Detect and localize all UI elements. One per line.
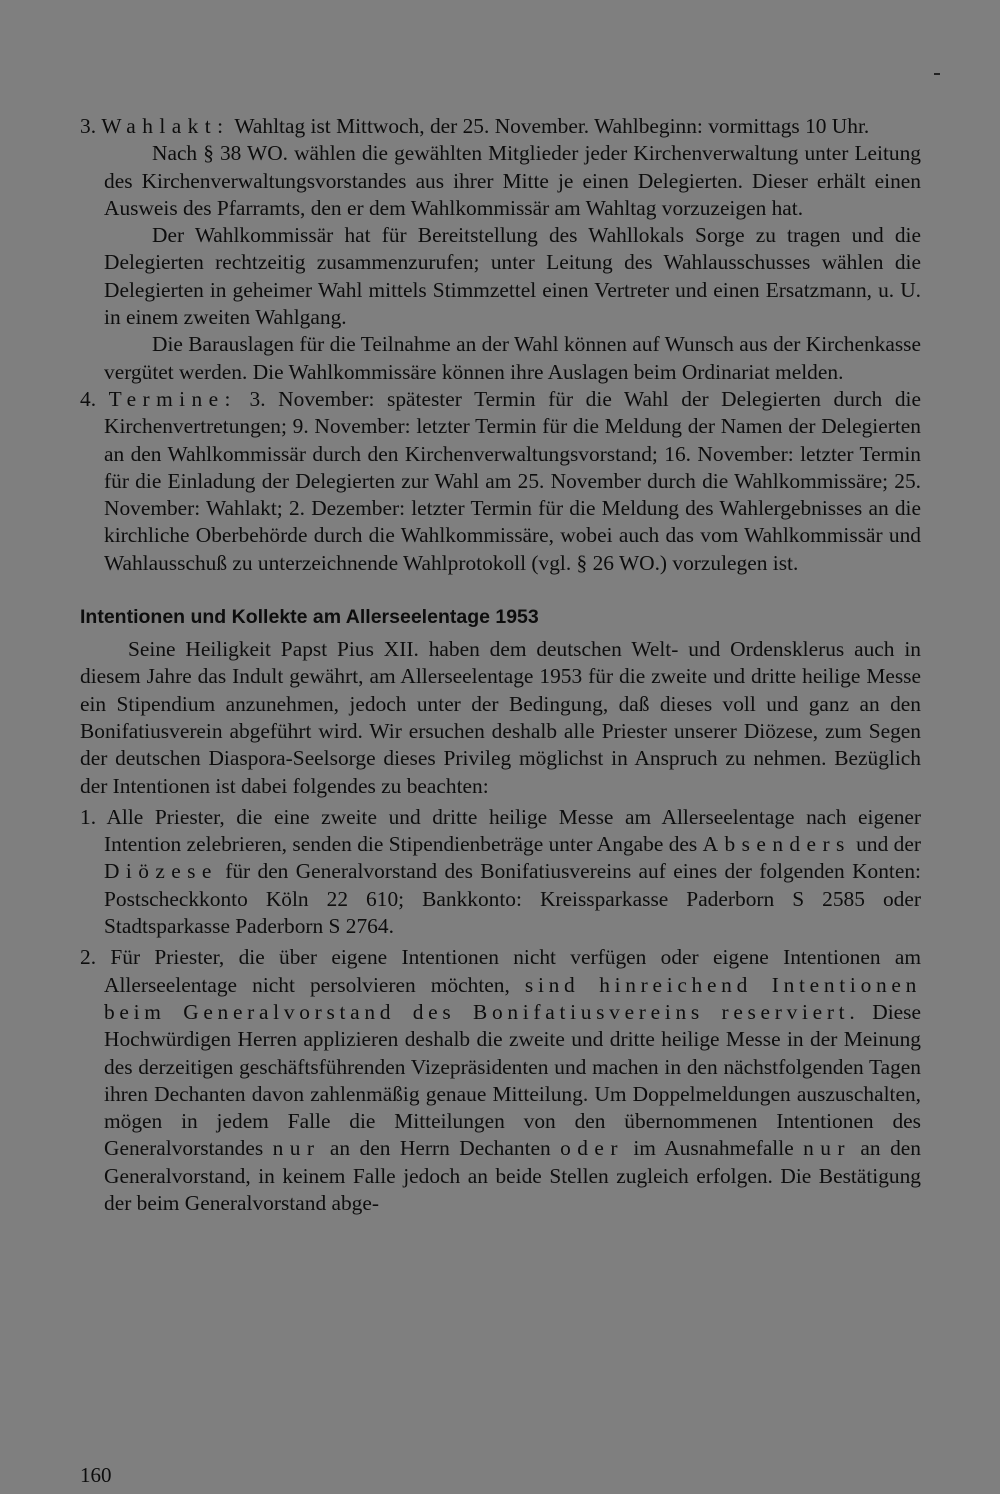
list-text: für den Generalvorstand des Bonifatiusvereins auf eines der folgenden Konten: Postscheckkonto Köln 22 610; Bankkonto: Kreissparkasse Paderborn S 2585 oder Stadtsparkasse Paderborn S 2764. <box>104 859 921 939</box>
list-item-1 <box>80 804 921 940</box>
emphasis-absenders: Absenders <box>702 832 851 857</box>
paragraph: Die Barauslagen für die Teilnahme an der Wahl können auf Wunsch aus der Kirchenkasse vergütet werden. Die Wahlkommissäre können ihre Auslagen beim Ordinariat melden. <box>104 332 921 384</box>
list-text: und der <box>856 832 921 857</box>
emphasis-dioezese: Diözese <box>104 859 218 884</box>
list-text: an den Generalvorstand, in keinem Falle jedoch an beide Stellen zugleich erfolgen. Die Bestätigung der beim Generalvorstand abge- <box>104 1136 921 1215</box>
page-number: 160 <box>80 1463 112 1487</box>
list-number: 1. <box>80 804 97 829</box>
emphasis-reserved: sind hinreichend Intentionen beim Generalvorstand des Bonifatiusvereins reserviert. <box>104 972 921 1024</box>
page-body <box>80 113 921 1217</box>
list-text: Für Priester, die über eigene Intentionen nicht verfügen oder eigene Intentionen am Allerseelentage nicht persolvieren möchten, <box>104 945 921 997</box>
section-heading: Intentionen und Kollekte am Allerseelentage 1953 <box>80 606 539 629</box>
emphasis-nur: nur <box>803 1136 851 1161</box>
list-number: 2. <box>80 945 97 970</box>
list-item-2 <box>80 944 921 1217</box>
intro-paragraph: Seine Heiligkeit Papst Pius XII. haben dem deutschen Welt- und Ordensklerus auch in diesem Jahre das Indult gewährt, am Allerseelentage 1953 für die zweite und dritte heilige Messe ein Stipendium anzunehmen, jedoch unter der Bedingung, daß dieses voll und ganz an den Bonifatiusverein abgeführt wird. Wir ersuchen deshalb alle Priester unserer Diözese, zum Segen der deutschen Diaspora-Seelsorge dieses Privileg möglichst in Anspruch zu nehmen. Bezüglich der Intentionen ist dabei folgendes zu beachten: <box>80 637 921 798</box>
paragraph: Nach § 38 WO. wählen die gewählten Mitglieder jeder Kirchenverwaltung unter Leitung des Kirchenverwaltungsvorstandes aus ihrer Mitte je einen Delegierten. Dieser erhält einen Ausweis des Pfarramts, den er dem Wahlkommissär am Wahltag vorzuzeigen hat. <box>104 141 921 220</box>
section-number: 3. <box>80 114 97 138</box>
list-text: Alle Priester, die eine zweite und dritte heilige Messe am Allerseelentage nach eigener Intention zelebrieren, senden die Stipendienbeträge unter Angabe des <box>104 804 922 857</box>
paragraph: Der Wahlkommissär hat für Bereitstellung des Wahllokals Sorge zu tragen und die Delegierten rechtzeitig zusammenzurufen; unter Leitung des Wahlausschusses wählen die Delegierten in geheimer Wahl mittels Stimmzettel einen Vertreter und einen Ersatzmann, u. U. in einem zweiten Wahlgang. <box>104 223 921 330</box>
section-text: 3. November: spätester Termin für die Wahl der Delegierten durch die Kirchenvertretungen; 9. November: letzter Termin für die Meldung der Namen der Delegierten an den Wahlkommissär durch den Kirchenverwaltungsvorstand; 16. November: letzter Termin für die Einladung der Delegierten zur Wahl am 25. November durch die Wahlkommissäre; 25. November: Wahlakt; 2. Dezember: letzter Termin für die Meldung des Wahlergebnisses an die kirchliche Oberbehörde durch die Wahlkommissäre, wobei auch das vom Wahlkommissär und Wahlausschuß zu unterzeichnende Wahlprotokoll (vgl. § 26 WO.) vorzulegen ist. <box>104 386 921 575</box>
section-3-wahlakt <box>80 113 921 140</box>
scan-mark <box>934 73 940 75</box>
list-text: im Ausnahmefalle <box>633 1136 794 1161</box>
section-4-termine <box>80 386 921 577</box>
section-title: Termine: <box>108 386 237 411</box>
section-number: 4. <box>80 386 97 411</box>
section-title: Wahlakt: <box>101 114 230 138</box>
section-text: Wahltag ist Mittwoch, der 25. November. Wahlbeginn: vormittags 10 Uhr. <box>234 114 870 138</box>
emphasis-nur: nur <box>272 1136 321 1161</box>
emphasis-oder: oder <box>560 1136 624 1161</box>
list-text: Diese Hochwürdigen Herren applizieren deshalb die zweite und dritte heilige Messe in der Meinung des derzeitigen geschäftsführenden Vizepräsidenten und machen in den nächstfolgenden Tagen ihren Dechanten davon zahlenmäßig genaue Mitteilung. Um Doppelmeldungen auszuschalten, mögen in jedem Falle die Mitteilungen von den übernommenen Intentionen des Generalvorstandes <box>104 999 921 1161</box>
list-text: an den Herrn Dechanten <box>329 1136 551 1161</box>
